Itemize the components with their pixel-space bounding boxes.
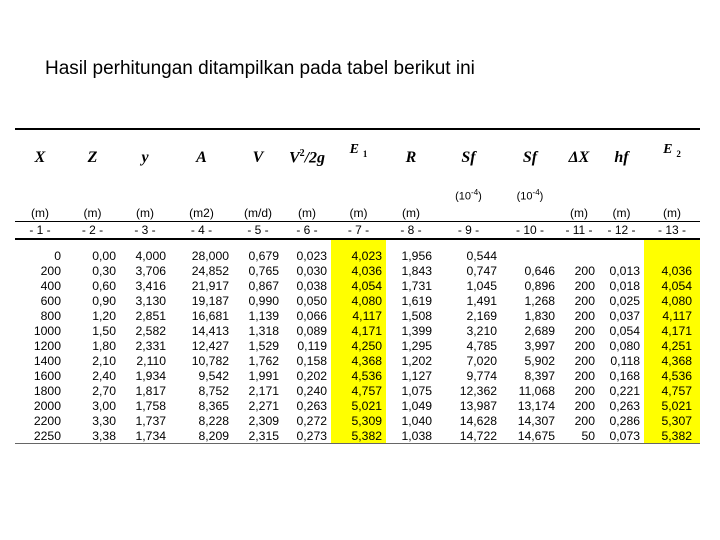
col-number: - 3 - [120, 222, 170, 240]
table-cell: 5,021 [331, 398, 386, 413]
table-row [15, 323, 700, 338]
table-cell: 600 [40, 293, 61, 308]
table-cell: 5,309 [331, 413, 386, 428]
table-cell: 200 [574, 368, 595, 383]
table-cell: 1,038 [386, 428, 436, 444]
table-cell: 1400 [33, 353, 61, 368]
table-cell: 4,036 [644, 263, 700, 278]
table-cell: 2,70 [92, 383, 116, 398]
table-cell: 1,049 [401, 398, 432, 413]
table-cell: 1000 [33, 323, 61, 338]
table-cell: 4,000 [135, 248, 166, 263]
table-cell: 200 [574, 413, 595, 428]
unit-cell: (m) [120, 205, 170, 222]
table-cell: 1,80 [92, 338, 116, 353]
table-cell: 2,851 [135, 308, 166, 323]
table-cell: 4,080 [331, 293, 386, 308]
table-row [15, 398, 700, 413]
table-cell: 2,40 [92, 368, 116, 383]
table-cell: 3,997 [524, 338, 555, 353]
table-cell: 200 [574, 308, 595, 323]
table-cell: 200 [574, 398, 595, 413]
unit-cell: (m) [559, 205, 599, 222]
table-cell: 4,117 [644, 308, 700, 323]
table-cell: 0,896 [524, 278, 555, 293]
table-cell: 1600 [33, 368, 61, 383]
header-sf-2: Sf [501, 129, 559, 185]
table-cell: 0,00 [92, 248, 116, 263]
unit-cell: (m) [15, 205, 65, 222]
table-row [15, 278, 700, 293]
table-row [15, 248, 700, 263]
table-cell: 0,023 [296, 248, 327, 263]
table-cell: 0,089 [296, 323, 327, 338]
table-cell: 1,268 [524, 293, 555, 308]
table-cell: 0,038 [296, 278, 327, 293]
table-cell: 200 [574, 293, 595, 308]
table-cell: 1,758 [135, 398, 166, 413]
unit-cell: (m) [599, 205, 644, 222]
table-cell [599, 248, 644, 263]
header-e2-base: E [663, 142, 673, 157]
header-e1-base: E [349, 142, 359, 157]
table-cell: 3,00 [92, 398, 116, 413]
table-cell: 13,987 [459, 398, 497, 413]
col-number: - 13 - [644, 222, 700, 240]
table-cell: 0,60 [92, 278, 116, 293]
table-cell: 3,706 [135, 263, 166, 278]
table-row [15, 413, 700, 428]
table-cell: 3,38 [65, 428, 120, 444]
header-numbers-row [15, 222, 700, 240]
table-cell: 2,10 [92, 353, 116, 368]
table-cell: 0,025 [609, 293, 640, 308]
header-hf: hf [599, 129, 644, 185]
unit-cell: (m) [65, 205, 120, 222]
table-cell: 0,158 [296, 353, 327, 368]
table-cell: 0,765 [248, 263, 279, 278]
table-cell: 0,90 [92, 293, 116, 308]
table-cell [559, 248, 599, 263]
table-cell: 13,174 [517, 398, 555, 413]
table-cell: 0,030 [296, 263, 327, 278]
table-cell: 8,365 [198, 398, 229, 413]
table-cell: 4,054 [644, 278, 700, 293]
header-velocity-head [283, 129, 331, 185]
table-cell: 3,130 [135, 293, 166, 308]
table-cell: 4,757 [331, 383, 386, 398]
table-cell: 1,762 [248, 353, 279, 368]
table-cell: 14,413 [191, 323, 229, 338]
col-number: - 11 - [559, 222, 599, 240]
sf-unit-1: $(10^{-4})$ [455, 187, 482, 203]
header-v2-exp: 2 [299, 147, 305, 159]
table-cell: 21,917 [191, 278, 229, 293]
table-cell: 0,018 [609, 278, 640, 293]
header-symbols-row [15, 129, 700, 185]
table-cell: 11,068 [518, 383, 555, 398]
unit-cell: (m/d) [233, 205, 283, 222]
unit-cell: (m2) [170, 205, 233, 222]
table-cell: 2,689 [524, 323, 555, 338]
table-cell: 1,619 [401, 293, 432, 308]
table-cell: 200 [574, 353, 595, 368]
table-cell: 14,675 [501, 428, 559, 444]
table-cell: 2,271 [248, 398, 279, 413]
table-cell: 50 [559, 428, 599, 444]
table-row [15, 308, 700, 323]
table-cell: 2,169 [466, 308, 497, 323]
table-cell: 2000 [33, 398, 61, 413]
header-v2-denom: /2g [304, 149, 326, 167]
table-cell: 800 [40, 308, 61, 323]
table-cell: 1,399 [401, 323, 432, 338]
table-cell: 10,782 [191, 353, 229, 368]
table-cell: 1,737 [135, 413, 166, 428]
table-cell: 4,117 [331, 308, 386, 323]
unit-cell [501, 205, 559, 222]
table-cell: 4,368 [331, 353, 386, 368]
table-row [15, 293, 700, 308]
table-cell: 0,054 [609, 323, 640, 338]
highlight-e1 [331, 239, 386, 248]
table-cell: 14,307 [517, 413, 555, 428]
table-cell: 8,209 [170, 428, 233, 444]
table-cell: 0 [54, 248, 61, 263]
table-cell: 3,210 [466, 323, 497, 338]
table-cell: 200 [574, 278, 595, 293]
table-cell [501, 248, 559, 263]
table-cell: 4,171 [644, 323, 700, 338]
table-cell: 0,990 [248, 293, 279, 308]
table-cell: 16,681 [191, 308, 229, 323]
table-cell: 2,582 [135, 323, 166, 338]
table-cell [644, 248, 700, 263]
table-cell: 1,843 [401, 263, 432, 278]
table-cell: 200 [574, 338, 595, 353]
table-cell: 4,250 [331, 338, 386, 353]
table-cell: 1,20 [92, 308, 116, 323]
unit-cell: (m) [386, 205, 436, 222]
table-cell: 1,318 [248, 323, 279, 338]
table-cell: 1,075 [401, 383, 432, 398]
col-number: - 8 - [386, 222, 436, 240]
header-e1-sub: 1 [362, 149, 368, 160]
table-cell: 4,368 [644, 353, 700, 368]
table-cell: 0,544 [466, 248, 497, 263]
table-cell: 8,397 [524, 368, 555, 383]
table-cell: 1,139 [248, 308, 279, 323]
table-cell: 3,416 [135, 278, 166, 293]
col-number: - 4 - [170, 222, 233, 240]
table-cell: 0,747 [466, 263, 497, 278]
table-cell: 2,315 [233, 428, 283, 444]
table-row [15, 368, 700, 383]
table-cell: 0,050 [296, 293, 327, 308]
table-cell: 1800 [33, 383, 61, 398]
table-row [15, 428, 700, 444]
col-number: - 7 - [331, 222, 386, 240]
header-v2-base: V [288, 149, 300, 167]
table-cell: 2200 [33, 413, 61, 428]
table-cell: 0,867 [248, 278, 279, 293]
table-cell: 1,295 [401, 338, 432, 353]
table-cell: 0,263 [609, 398, 640, 413]
table-cell: 1,127 [401, 368, 432, 383]
table-cell: 1,491 [466, 293, 497, 308]
header-e1 [331, 129, 386, 185]
table-cell: 200 [574, 263, 595, 278]
table-row [15, 263, 700, 278]
table-cell: 19,187 [191, 293, 229, 308]
table-cell: 1,991 [248, 368, 279, 383]
table-cell: 1,202 [401, 353, 432, 368]
table-cell: 1,045 [466, 278, 497, 293]
table-cell: 9,774 [466, 368, 497, 383]
table-cell: 5,021 [644, 398, 700, 413]
table-cell: 0,119 [297, 338, 327, 353]
table-cell: 1200 [33, 338, 61, 353]
unit-cell: (m) [644, 205, 700, 222]
header-z: Z [65, 129, 120, 185]
table-cell: 2,171 [248, 383, 279, 398]
table-cell: 1,040 [401, 413, 432, 428]
table-cell: 0,118 [610, 353, 640, 368]
table-cell: 1,529 [248, 338, 279, 353]
table-cell: 0,30 [92, 263, 116, 278]
table-cell: 5,902 [524, 353, 555, 368]
table-cell: 14,722 [436, 428, 501, 444]
table-cell: 0,202 [296, 368, 327, 383]
table-cell: 0,080 [609, 338, 640, 353]
table-cell: 0,037 [609, 308, 640, 323]
table-cell: 24,852 [191, 263, 229, 278]
table-cell: 2250 [15, 428, 65, 444]
table-cell: 5,382 [331, 428, 386, 444]
table-cell: 200 [40, 263, 61, 278]
table-cell: 3,30 [92, 413, 116, 428]
table-cell: 0,013 [609, 263, 640, 278]
table-cell: 4,536 [331, 368, 386, 383]
header-x: X [15, 129, 65, 185]
header-r: R [386, 129, 436, 185]
table-cell: 14,628 [459, 413, 497, 428]
table-cell: 1,830 [524, 308, 555, 323]
table-cell: 0,679 [248, 248, 279, 263]
col-number: - 9 - [436, 222, 501, 240]
table-cell: 1,817 [135, 383, 166, 398]
header-a: A [170, 129, 233, 185]
table-cell: 4,251 [644, 338, 700, 353]
table-cell: 7,020 [466, 353, 497, 368]
table-cell: 0,263 [296, 398, 327, 413]
page-caption: Hasil perhitungan ditampilkan pada tabel berikut ini [45, 58, 475, 79]
unit-cell: (m) [283, 205, 331, 222]
table-cell: 0,240 [296, 383, 327, 398]
col-number: - 6 - [283, 222, 331, 240]
table-cell: 1,508 [401, 308, 432, 323]
header-sf-1: Sf [436, 129, 501, 185]
table-cell: 400 [40, 278, 61, 293]
sf-unit-2: $(10^{-4})$ [516, 187, 544, 203]
col-number: - 10 - [501, 222, 559, 240]
table-cell: 4,171 [331, 323, 386, 338]
unit-cell [436, 205, 501, 222]
highlight-e2 [644, 239, 700, 248]
unit-cell: (m) [331, 205, 386, 222]
header-y: y [120, 129, 170, 185]
table-cell: 12,362 [459, 383, 497, 398]
table-cell: 12,427 [191, 338, 229, 353]
table-cell: 4,785 [466, 338, 497, 353]
table-cell: 0,272 [296, 413, 327, 428]
table-cell: 2,331 [135, 338, 166, 353]
col-number: - 1 - [15, 222, 65, 240]
table-cell: 0,168 [609, 368, 640, 383]
table-cell: 5,382 [644, 428, 700, 444]
table-cell: 9,542 [198, 368, 229, 383]
table-cell: 4,023 [331, 248, 386, 263]
table-row [15, 338, 700, 353]
table-cell: 1,734 [120, 428, 170, 444]
table-cell: 2,110 [136, 353, 166, 368]
table-cell: 4,536 [644, 368, 700, 383]
table-row [15, 383, 700, 398]
col-number: - 2 - [65, 222, 120, 240]
table-body [15, 248, 700, 444]
results-table [15, 128, 700, 444]
table-cell: 0,073 [599, 428, 644, 444]
table-cell: 1,731 [401, 278, 432, 293]
header-e2-sub: 2 [676, 149, 681, 160]
header-e2 [644, 129, 700, 185]
table-cell: 28,000 [191, 248, 229, 263]
table-cell: 200 [574, 383, 595, 398]
header-units-row [15, 205, 700, 222]
col-number: - 5 - [233, 222, 283, 240]
table-row [15, 353, 700, 368]
table-cell: 5,307 [644, 413, 700, 428]
header-delta-x: ΔX [559, 129, 599, 185]
table-cell: 0,646 [524, 263, 555, 278]
table-cell: 8,752 [198, 383, 229, 398]
header-v: V [233, 129, 283, 185]
table-cell: 4,054 [331, 278, 386, 293]
table-cell: 2,309 [248, 413, 279, 428]
table-cell: 4,757 [644, 383, 700, 398]
table-cell: 1,956 [401, 248, 432, 263]
table-cell: 4,080 [644, 293, 700, 308]
table-cell: 8,228 [198, 413, 229, 428]
col-number: - 12 - [599, 222, 644, 240]
table-cell: 0,221 [609, 383, 640, 398]
table-cell: 0,286 [609, 413, 640, 428]
header-sf-units-row [15, 185, 700, 205]
table-cell: 0,273 [283, 428, 331, 444]
table-cell: 1,50 [92, 323, 116, 338]
table-cell: 0,066 [296, 308, 327, 323]
table-cell: 4,036 [331, 263, 386, 278]
table-cell: 1,934 [135, 368, 166, 383]
table-cell: 200 [574, 323, 595, 338]
